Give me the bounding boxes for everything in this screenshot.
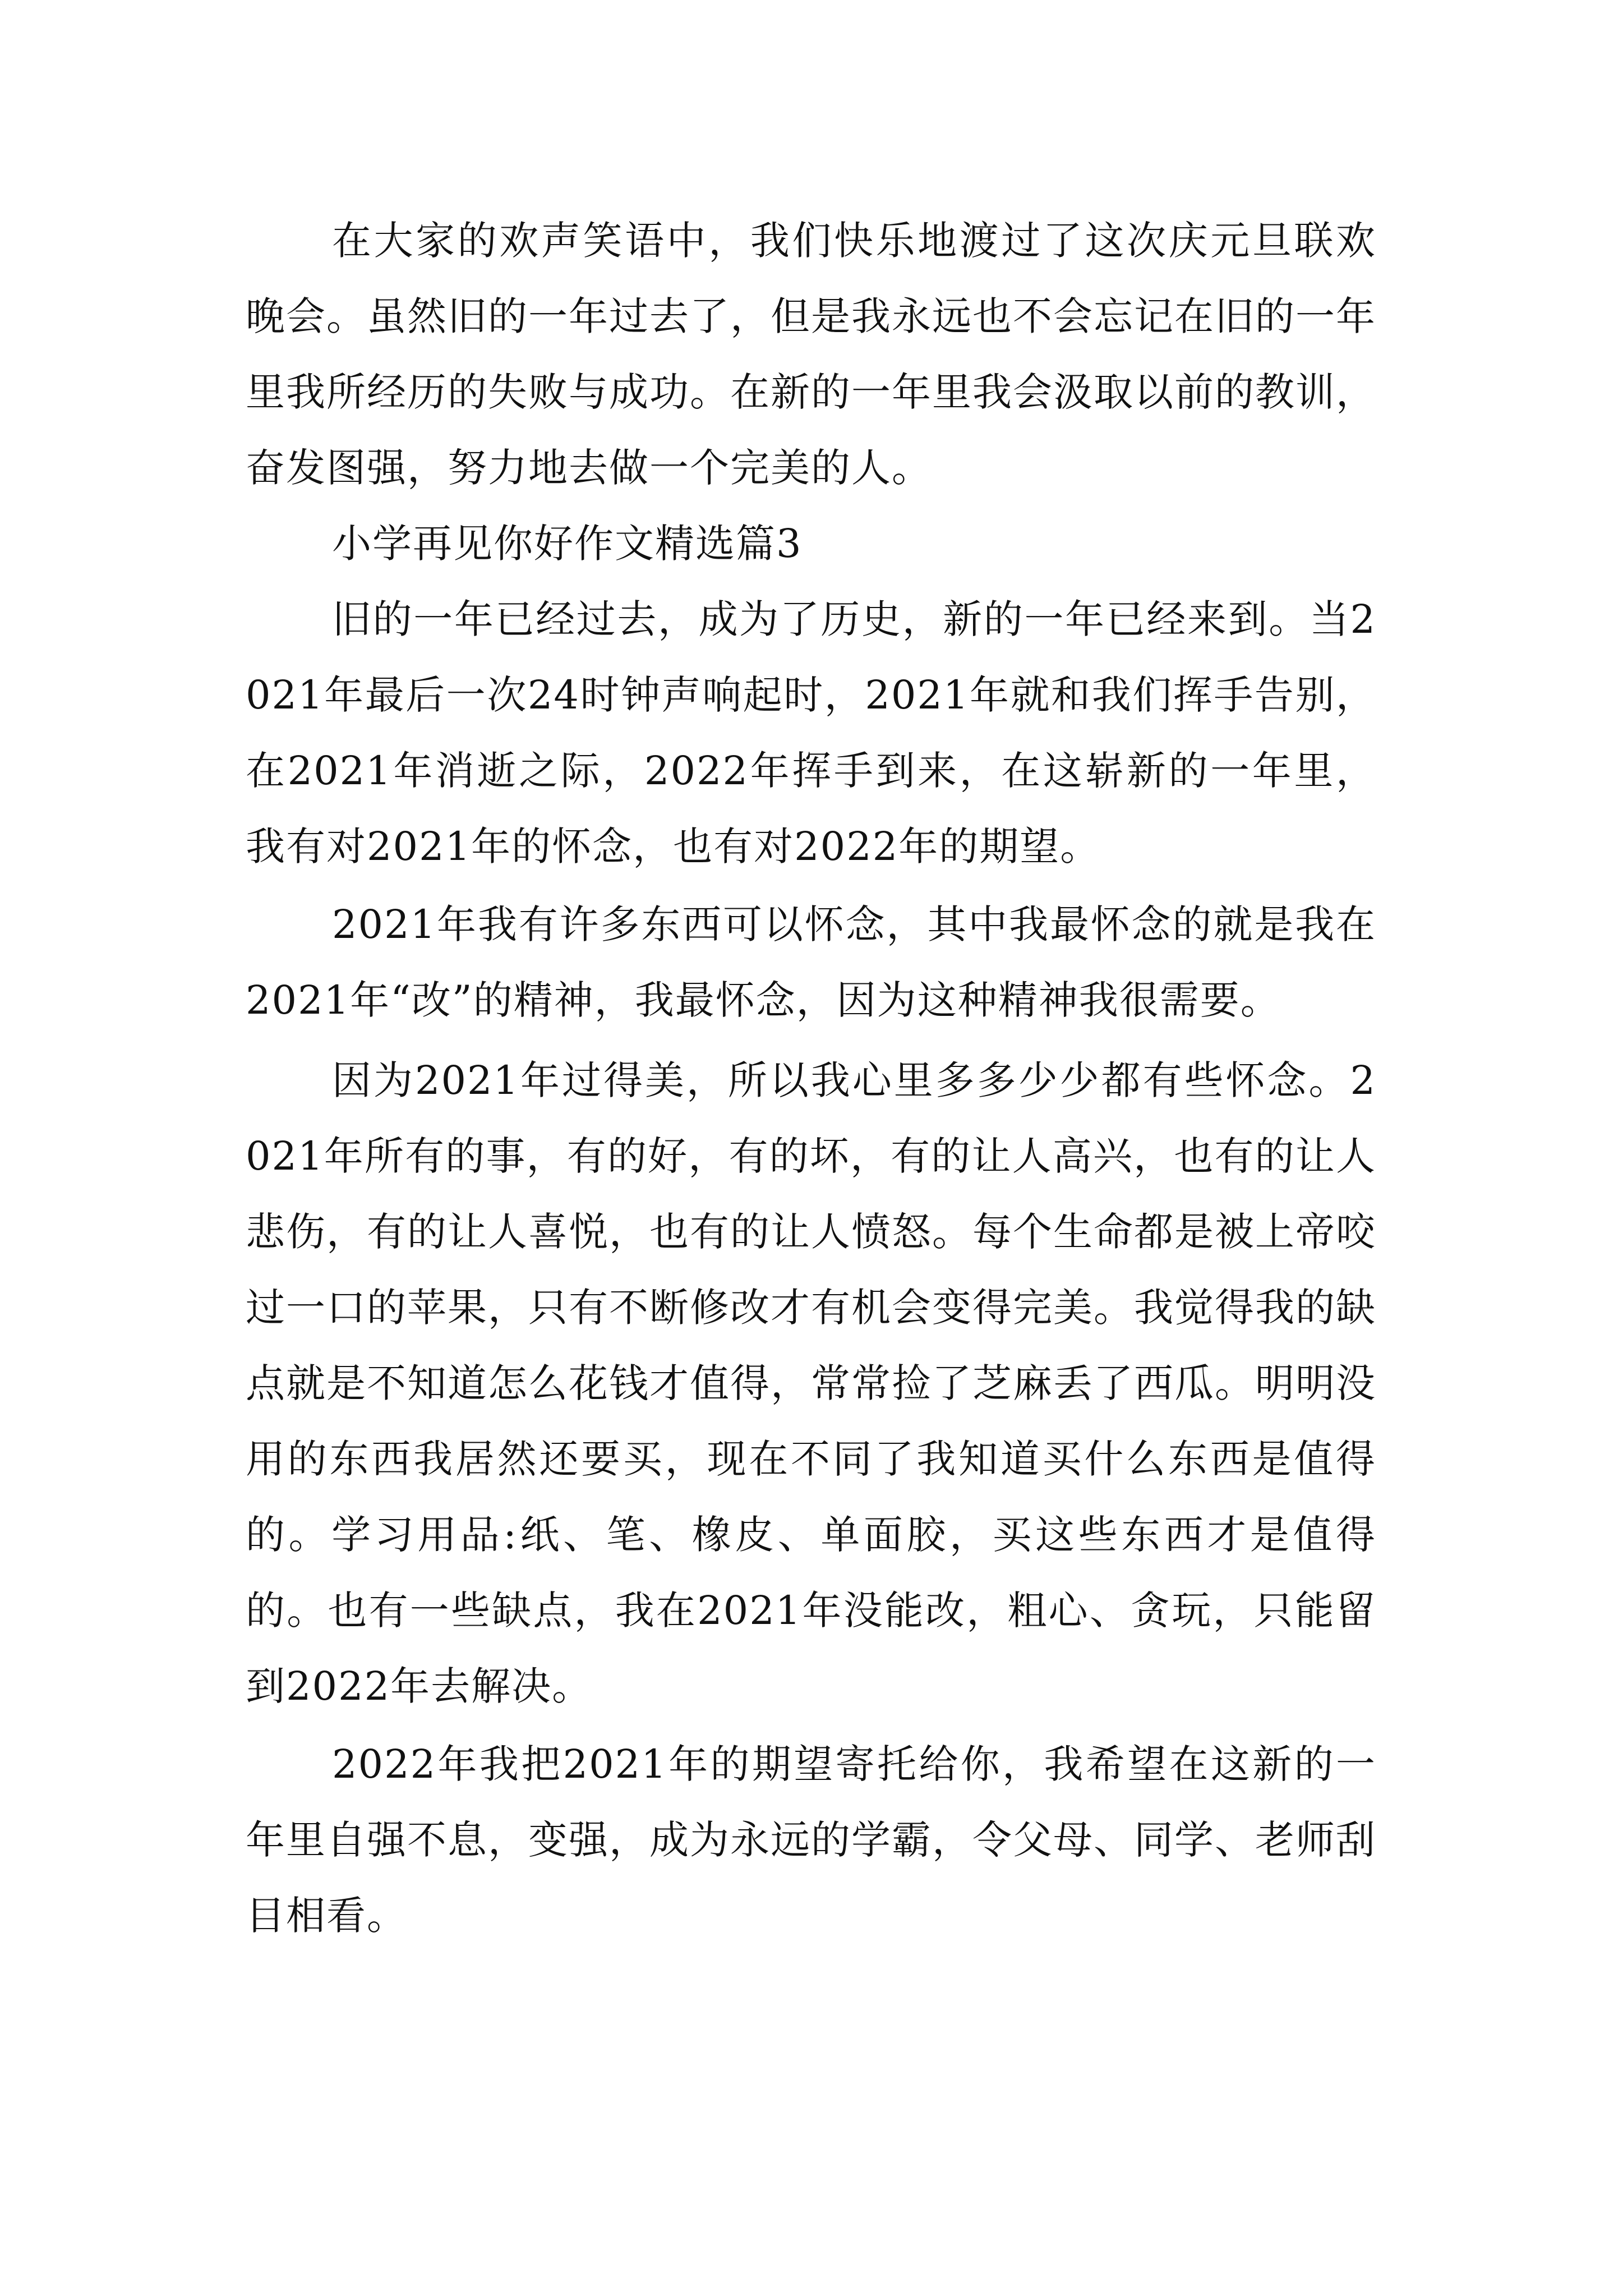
paragraph-1: 在大家的欢声笑语中，我们快乐地渡过了这次庆元旦联欢晚会。虽然旧的一年过去了，但是我永远也不会忘记在旧的一年里我所经历的失败与成功。在新的一年里我会汲取以前的教训，奋发图强，努力地去做一个完美的人。 <box>246 218 1376 491</box>
paragraph-5: 2022年我把2021年的期望寄托给你，我希望在这新的一年里自强不息，变强，成为永远的学霸，令父母、同学、老师刮目相看。 <box>246 1741 1376 1939</box>
paragraph-3: 2021年我有许多东西可以怀念，其中我最怀念的就是我在2021年“改”的精神，我最怀念，因为这种精神我很需要。 <box>246 901 1376 1023</box>
document-body <box>246 203 1376 1954</box>
section-heading: 小学再见你好作文精选篇3 <box>332 521 803 567</box>
paragraph-4: 因为2021年过得美，所以我心里多多少少都有些怀念。2021年所有的事，有的好，有的坏，有的让人高兴，也有的让人悲伤，有的让人喜悦，也有的让人愤怒。每个生命都是被上帝咬过一口的苹果，只有不断修改才有机会变得完美。我觉得我的缺点就是不知道怎么花钱才值得，常常捡了芝麻丢了西瓜。明明没用的东西我居然还要买，现在不同了我知道买什么东西是值得的。学习用品:纸、笔、橡皮、单面胶，买这些东西才是值得的。也有一些缺点，我在2021年没能改，粗心、贪玩，只能留到2022年去解决。 <box>246 1057 1376 1709</box>
paragraph-gap <box>246 1038 1376 1043</box>
paragraph-2: 旧的一年已经过去，成为了历史，新的一年已经来到。当2021年最后一次24时钟声响起时，2021年就和我们挥手告别，在2021年消逝之际，2022年挥手到来，在这崭新的一年里，我有对2021年的怀念，也有对2022年的期望。 <box>246 596 1376 869</box>
